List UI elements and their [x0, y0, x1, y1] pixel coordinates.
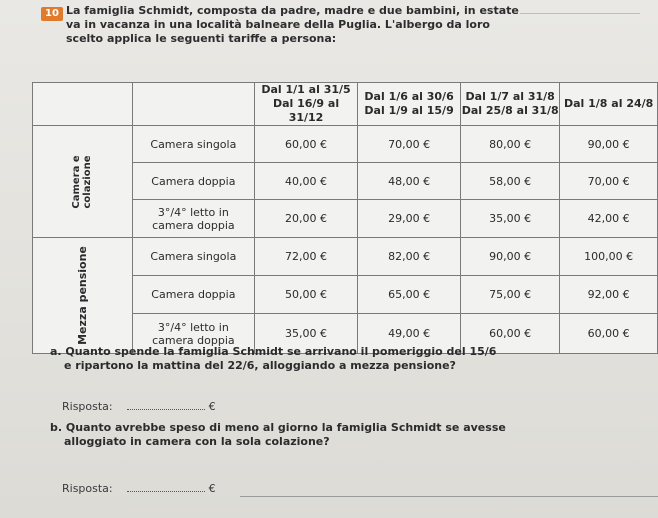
- question-line: alloggiato in camera con la sola colazione?: [64, 435, 330, 448]
- row-label: Camera singola: [132, 238, 254, 276]
- period-line: Dal 1/1 al 31/5: [261, 83, 351, 96]
- answer-a: [62, 400, 216, 413]
- exercise-number: 10: [41, 7, 63, 21]
- answer-a-field[interactable]: [127, 400, 205, 410]
- answer-b-field[interactable]: [127, 482, 205, 492]
- group-label-text: Camera e colazione: [71, 154, 94, 209]
- price-cell: 58,00 €: [461, 163, 560, 200]
- price-cell: 40,00 €: [254, 163, 357, 200]
- group-label-colazione: [33, 126, 133, 238]
- price-cell: 70,00 €: [560, 163, 658, 200]
- header-corner: [33, 83, 133, 126]
- answer-label: Risposta:: [62, 400, 113, 413]
- period-line: Dal 25/8 al 31/8: [461, 104, 559, 117]
- question-a: [50, 345, 496, 373]
- row-label: Camera singola: [132, 126, 254, 163]
- table-row: [33, 238, 658, 276]
- exercise-intro: [66, 4, 519, 46]
- table-row: [33, 126, 658, 163]
- answer-label: Risposta:: [62, 482, 113, 495]
- currency-symbol: €: [208, 400, 216, 413]
- period-header-2: [358, 83, 461, 126]
- price-cell: 75,00 €: [461, 276, 560, 314]
- period-line: Dal 1/7 al 31/8: [465, 90, 555, 103]
- row-label: 3°/4° letto in camera doppia: [132, 200, 254, 238]
- price-cell: 42,00 €: [560, 200, 658, 238]
- price-cell: 35,00 €: [461, 200, 560, 238]
- price-cell: 20,00 €: [254, 200, 357, 238]
- intro-line: La famiglia Schmidt, composta da padre, madre e due bambini, in estate: [66, 4, 519, 17]
- question-line: a. Quanto spende la famiglia Schmidt se arrivano il pomeriggio del 15/6: [50, 345, 497, 358]
- row-label: 3°/4° letto in camera doppia: [132, 314, 254, 354]
- price-cell: 60,00 €: [254, 126, 357, 163]
- currency-symbol: €: [208, 482, 216, 495]
- price-cell: 90,00 €: [560, 126, 658, 163]
- rates-table: [32, 82, 658, 354]
- period-header-3: [461, 83, 560, 126]
- bottom-rule: [240, 496, 658, 497]
- price-cell: 65,00 €: [358, 276, 461, 314]
- row-label: Camera doppia: [132, 276, 254, 314]
- row-label: Camera doppia: [132, 163, 254, 200]
- top-rule: [520, 13, 640, 14]
- period-line: Dal 1/6 al 30/6: [364, 90, 454, 103]
- period-line: Dal 1/9 al 15/9: [364, 104, 454, 117]
- answer-b: [62, 482, 216, 495]
- price-cell: 90,00 €: [461, 238, 560, 276]
- period-header-1: [254, 83, 357, 126]
- price-cell: 92,00 €: [560, 276, 658, 314]
- period-line: Dal 1/8 al 24/8: [563, 97, 654, 110]
- price-cell: 100,00 €: [560, 238, 658, 276]
- question-line: e ripartono la mattina del 22/6, alloggiando a mezza pensione?: [64, 359, 456, 372]
- price-cell: 35,00 €: [254, 314, 357, 354]
- price-cell: 50,00 €: [254, 276, 357, 314]
- question-line: b. Quanto avrebbe speso di meno al giorno la famiglia Schmidt se avesse: [50, 421, 506, 434]
- price-cell: 60,00 €: [461, 314, 560, 354]
- price-cell: 48,00 €: [358, 163, 461, 200]
- period-header-4: [560, 83, 658, 126]
- price-cell: 29,00 €: [358, 200, 461, 238]
- price-cell: 60,00 €: [560, 314, 658, 354]
- price-cell: 72,00 €: [254, 238, 357, 276]
- table-header-row: [33, 83, 658, 126]
- question-b: [50, 421, 506, 449]
- intro-line: scelto applica le seguenti tariffe a persona:: [66, 32, 337, 45]
- price-cell: 49,00 €: [358, 314, 461, 354]
- price-cell: 70,00 €: [358, 126, 461, 163]
- group-label-mezza-pensione: [33, 238, 133, 354]
- price-cell: 82,00 €: [358, 238, 461, 276]
- price-cell: 80,00 €: [461, 126, 560, 163]
- intro-line: va in vacanza in una località balneare della Puglia. L'albergo da loro: [66, 18, 490, 31]
- period-line: Dal 16/9 al 31/12: [272, 97, 340, 124]
- group-label-text: Mezza pensione: [75, 246, 89, 345]
- header-corner: [132, 83, 254, 126]
